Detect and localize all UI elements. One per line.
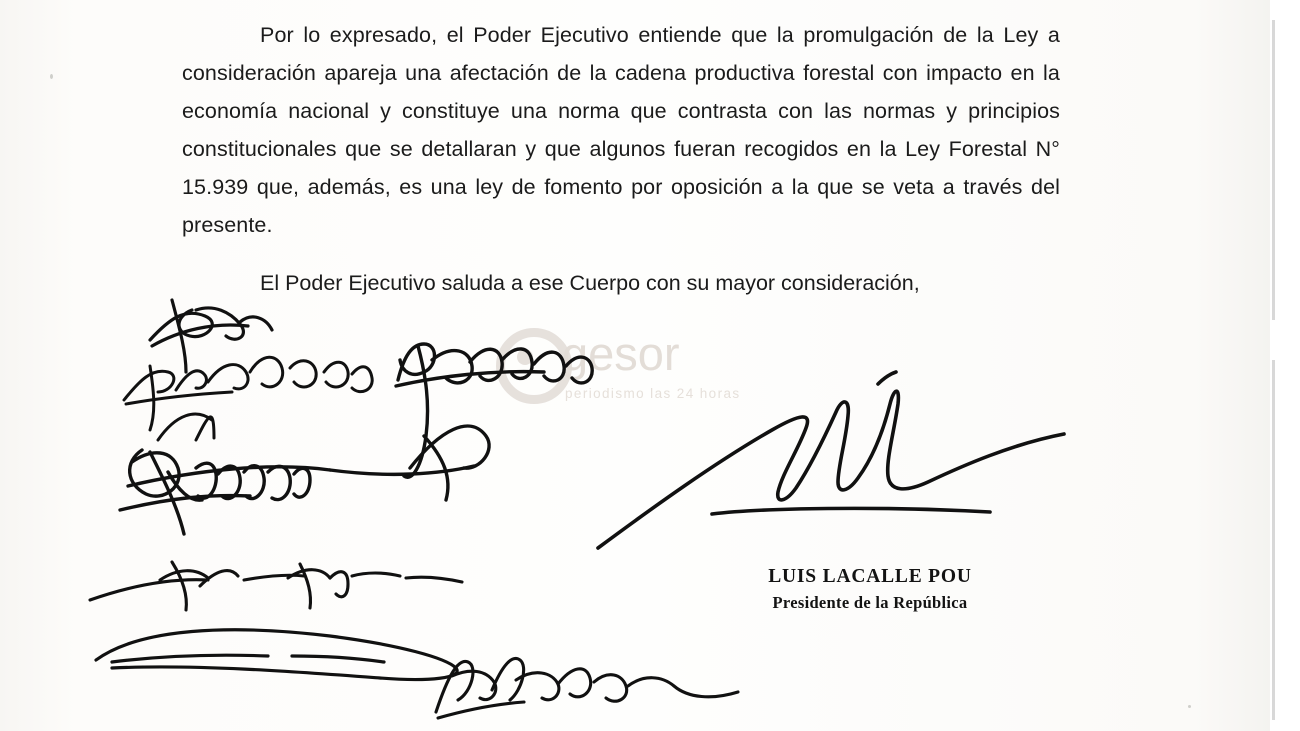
watermark-tagline: periodismo las 24 horas	[565, 386, 741, 401]
scan-speck	[1188, 705, 1191, 708]
signature-role: Presidente de la República	[772, 593, 968, 612]
document-body-text	[182, 16, 1060, 244]
paragraph-veto-rationale: Por lo expresado, el Poder Ejecutivo entiende que la promulgación de la Ley a consideración apareja una afectación de la cadena productiva forestal con impacto en la economía nacional y constituye una norma que contrasta con las normas y principios constitucionales que se detallaran y que algunos fueran recogidos en la Ley Forestal N° 15.939 que, además, es una ley de fomento por oposición a la que se veta a través del presente.	[182, 23, 1060, 237]
page-right-edge	[1270, 0, 1300, 731]
paragraph-salutation: El Poder Ejecutivo saluda a ese Cuerpo con su mayor consideración,	[260, 271, 920, 295]
scan-speck	[50, 74, 53, 79]
signature-name: LUIS LACALLE POU	[768, 566, 972, 587]
watermark-brand: gesor	[562, 327, 680, 380]
